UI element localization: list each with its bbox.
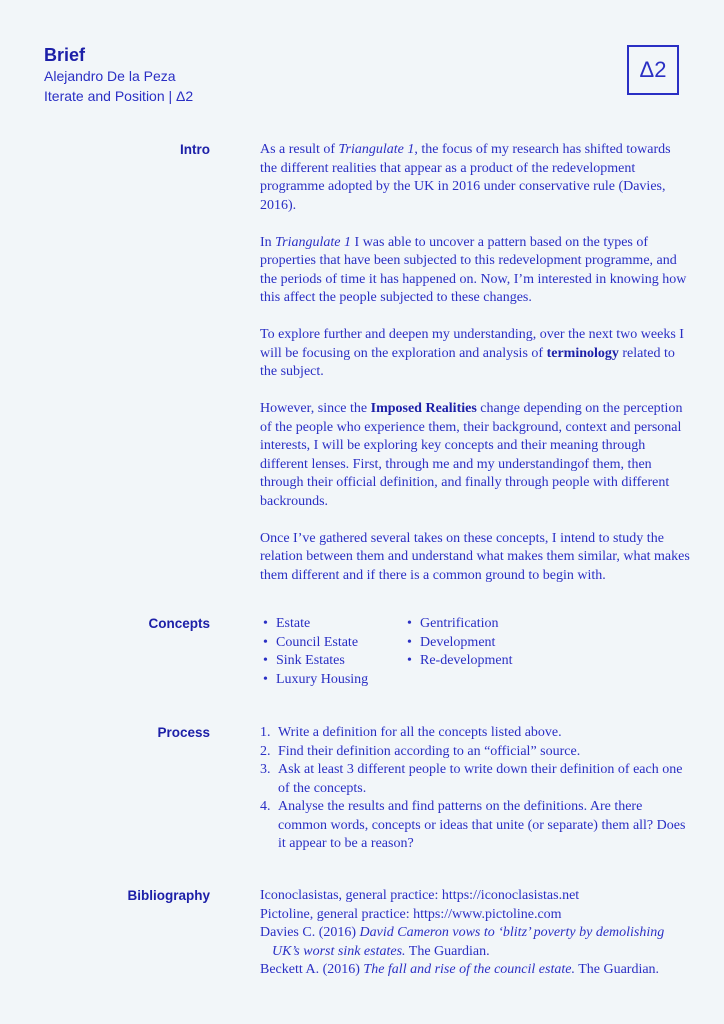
document-header — [44, 44, 193, 106]
intro-paragraph-1 — [260, 141, 690, 215]
concepts-label: Concepts — [148, 616, 210, 631]
text: The Guardian. — [574, 962, 660, 977]
process-step — [260, 761, 690, 798]
step-text: Ask at least 3 different people to write down their definition of each one of the concepts. — [278, 762, 683, 796]
bibliography-entry — [260, 961, 690, 980]
text: Davies C. (2016) — [260, 925, 360, 940]
step-number: 1. — [260, 725, 271, 740]
bibliography-entry — [260, 924, 690, 961]
intro-paragraph-3 — [260, 326, 690, 382]
intro-label: Intro — [180, 142, 210, 157]
concept-item: • Luxury Housing — [263, 671, 368, 690]
step-text: Find their definition according to an “official” source. — [278, 743, 581, 759]
concept-item: • Council Estate — [263, 634, 368, 653]
article-title: The fall and rise of the council estate. — [363, 962, 575, 977]
text: Beckett A. (2016) — [260, 962, 364, 977]
step-text: Write a definition for all the concepts listed above. — [278, 725, 562, 740]
step-number: 4. — [260, 799, 271, 814]
text: I was able to uncover a pattern based on the types of properties that have been subjected to this redevelopment programme, and the periods of time it has happened on. Now, I’m interested in knowing how this affect the people subjected to these changes. — [260, 234, 687, 305]
project-subtitle: Iterate and Position | Δ2 — [44, 88, 194, 104]
step-text: Analyse the results and find patterns on the definitions. Are there common words, concepts or ideas that unite (or separate) them all? Does it appear to be a reason? — [278, 799, 686, 851]
concept-item: • Gentrification — [407, 615, 513, 634]
text: As a result of — [260, 142, 339, 157]
italic-title: Triangulate 1 — [338, 142, 415, 157]
author-name: Alejandro De la Peza — [44, 68, 176, 84]
intro-paragraph-4 — [260, 400, 690, 511]
page-title: Brief — [44, 45, 86, 65]
text: change depending on the perception of the people who experience them, their background, context and personal interests, I will be exploring key concepts and their meaning through different lenses. First, through me and my understandingof them, then through their official definition, and finally through people with different backrounds. — [260, 401, 683, 509]
concepts-column-2 — [407, 615, 513, 671]
process-label: Process — [157, 725, 210, 740]
delta-2-badge — [627, 45, 679, 95]
concept-item: • Re-development — [407, 652, 513, 671]
intro-paragraph-5: Once I’ve gathered several takes on these concepts, I intend to study the relation between them and understand what makes them similar, what makes them different and if there is a common ground to begin with. — [260, 530, 690, 583]
bibliography-entry: Iconoclasistas, general practice: https://iconoclasistas.net — [260, 888, 580, 903]
process-step — [260, 743, 690, 762]
bibliography-list — [260, 887, 690, 980]
concept-item: • Sink Estates — [263, 652, 368, 671]
concepts-column-1 — [263, 615, 368, 689]
process-step — [260, 798, 690, 854]
process-steps — [260, 724, 690, 854]
intro-paragraph-2 — [260, 234, 690, 308]
process-step — [260, 724, 690, 743]
step-number: 2. — [260, 743, 271, 759]
text: However, since the — [260, 401, 371, 416]
text: In — [260, 234, 276, 250]
intro-body — [260, 141, 690, 604]
process-list — [260, 724, 690, 854]
concept-item: • Estate — [263, 615, 368, 634]
text: To explore further and deepen my understanding, over the next two weeks I will be focusing on the exploration and analysis of — [260, 327, 684, 361]
text: The Guardian. — [405, 943, 490, 959]
italic-title: Triangulate 1 — [275, 234, 352, 250]
badge-text: Δ2 — [639, 57, 667, 82]
concept-item: • Development — [407, 634, 513, 653]
text: related to the subject. — [260, 345, 675, 379]
bibliography-entry: Pictoline, general practice: https://www.pictoline.com — [260, 906, 562, 922]
step-number: 3. — [260, 762, 271, 777]
article-title: David Cameron vows to ‘blitz’ poverty by demolishing UK’s worst sink estates. — [272, 925, 665, 959]
bold-term: terminology — [546, 345, 619, 361]
bibliography-label: Bibliography — [127, 888, 210, 903]
text: , the focus of my research has shifted towards the different realities that appear as a product of the redevelopment programme adopted by the UK in 2016 under conservative rule (Davies, 2016). — [260, 142, 671, 213]
bold-term: Imposed Realities — [370, 401, 477, 416]
